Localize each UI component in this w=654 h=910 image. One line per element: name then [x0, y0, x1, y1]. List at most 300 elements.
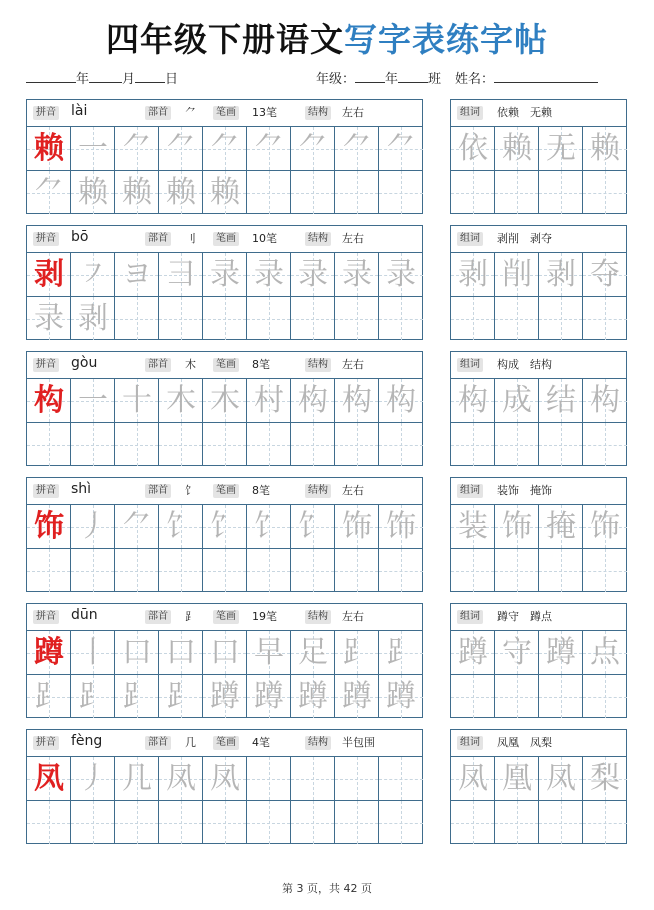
- strokes-value: 13笔: [252, 106, 277, 119]
- writing-cell[interactable]: [247, 252, 291, 296]
- word-writing-cell[interactable]: [583, 378, 627, 422]
- writing-cell[interactable]: [335, 756, 379, 800]
- strokes-tag: 笔画: [213, 610, 239, 624]
- writing-cell[interactable]: [159, 296, 203, 340]
- word-group-tag: 组词: [457, 736, 483, 750]
- writing-cell[interactable]: [115, 422, 159, 466]
- year-blank[interactable]: [26, 70, 76, 83]
- writing-cell[interactable]: [27, 800, 71, 844]
- word-writing-cell[interactable]: [451, 504, 495, 548]
- writing-cell[interactable]: [71, 674, 115, 718]
- tracing-character: 蹲: [254, 679, 284, 714]
- writing-cell[interactable]: [203, 296, 247, 340]
- writing-cell[interactable]: [291, 800, 335, 844]
- char-info-header: [27, 730, 422, 756]
- pinyin-value: gòu: [71, 355, 98, 371]
- writing-cell[interactable]: [203, 504, 247, 548]
- day-blank[interactable]: [135, 70, 165, 83]
- tracing-character: ⺈: [254, 131, 284, 166]
- radical-tag: 部首: [145, 358, 171, 372]
- strokes-tag: 笔画: [213, 232, 239, 246]
- radical-tag: 部首: [145, 484, 171, 498]
- word-writing-cell[interactable]: [495, 378, 539, 422]
- tracing-character: 蹲: [342, 679, 372, 714]
- word-writing-cell[interactable]: [583, 422, 627, 466]
- word-writing-cell[interactable]: [451, 756, 495, 800]
- name-blank[interactable]: [494, 70, 598, 83]
- word-writing-cell[interactable]: [495, 674, 539, 718]
- writing-cell[interactable]: [379, 422, 423, 466]
- word-tracing-character: 饰: [590, 509, 620, 544]
- tracing-character: ⻊: [342, 635, 372, 670]
- writing-cell[interactable]: [203, 170, 247, 214]
- word-tracing-character: 赖: [590, 131, 620, 166]
- writing-cell[interactable]: [27, 296, 71, 340]
- tracing-character: 丿: [78, 509, 108, 544]
- word-group-panel: [450, 729, 627, 844]
- writing-cell[interactable]: [27, 674, 71, 718]
- pinyin-tag: 拼音: [33, 232, 59, 246]
- writing-cell[interactable]: [115, 504, 159, 548]
- tracing-character: 赖: [166, 175, 196, 210]
- writing-cell[interactable]: [335, 504, 379, 548]
- tracing-character: ⺈: [34, 175, 64, 210]
- writing-cell[interactable]: [379, 296, 423, 340]
- structure-tag: 结构: [305, 106, 331, 120]
- word-writing-cell[interactable]: [583, 630, 627, 674]
- writing-cell[interactable]: [203, 126, 247, 170]
- pinyin-tag: 拼音: [33, 610, 59, 624]
- writing-cell[interactable]: [159, 422, 203, 466]
- writing-cell[interactable]: [291, 378, 335, 422]
- tracing-character: ⻊: [122, 679, 152, 714]
- radical-value: 饣: [185, 484, 196, 497]
- word-writing-cell[interactable]: [495, 126, 539, 170]
- pinyin-value: lài: [71, 103, 88, 119]
- writing-cell[interactable]: [335, 674, 379, 718]
- writing-cell[interactable]: [159, 126, 203, 170]
- tracing-character: 赖: [78, 175, 108, 210]
- writing-cell[interactable]: [71, 630, 115, 674]
- word-tracing-character: 蹲: [458, 635, 488, 670]
- word-writing-cell[interactable]: [495, 170, 539, 214]
- tracing-character: 蹲: [386, 679, 416, 714]
- writing-cell[interactable]: [115, 756, 159, 800]
- word-writing-cell[interactable]: [539, 126, 583, 170]
- writing-cell[interactable]: [71, 296, 115, 340]
- word-writing-cell[interactable]: [539, 504, 583, 548]
- word-writing-cell[interactable]: [539, 422, 583, 466]
- tracing-character: 木: [166, 383, 196, 418]
- tracing-character: ⺈: [298, 131, 328, 166]
- writing-cell[interactable]: [247, 756, 291, 800]
- writing-cell[interactable]: [379, 630, 423, 674]
- strokes-value: 19笔: [252, 610, 277, 623]
- word-group-panel: [450, 477, 627, 592]
- writing-cell[interactable]: [71, 756, 115, 800]
- word-writing-cell[interactable]: [583, 800, 627, 844]
- word-writing-cell[interactable]: [539, 252, 583, 296]
- tracing-character: ⺈: [386, 131, 416, 166]
- name-label: 姓名：: [455, 72, 495, 87]
- writing-cell[interactable]: [335, 422, 379, 466]
- tracing-character: 口: [122, 635, 152, 670]
- word-writing-cell[interactable]: [451, 170, 495, 214]
- title-part-black: 四年级下册语文: [106, 20, 344, 59]
- writing-cell[interactable]: [115, 378, 159, 422]
- writing-cell[interactable]: [335, 630, 379, 674]
- tracing-character: 赖: [210, 175, 240, 210]
- tracing-character: 录: [298, 257, 328, 292]
- writing-cell[interactable]: [247, 378, 291, 422]
- word-tracing-character: 结: [546, 383, 576, 418]
- writing-cell[interactable]: [71, 422, 115, 466]
- char-practice-panel: [26, 603, 423, 718]
- tracing-character: 饣: [254, 509, 284, 544]
- writing-cell[interactable]: [115, 548, 159, 592]
- writing-cell[interactable]: [335, 296, 379, 340]
- pinyin-value: bō: [71, 229, 89, 245]
- writing-cell[interactable]: [247, 800, 291, 844]
- writing-cell[interactable]: [291, 126, 335, 170]
- writing-cell[interactable]: [379, 548, 423, 592]
- writing-cell[interactable]: [115, 800, 159, 844]
- tracing-character: 录: [210, 257, 240, 292]
- word-tracing-character: 掩: [546, 509, 576, 544]
- writing-cell[interactable]: [203, 630, 247, 674]
- writing-cell[interactable]: [71, 126, 115, 170]
- writing-cell[interactable]: [115, 674, 159, 718]
- strokes-tag: 笔画: [213, 484, 239, 498]
- writing-cell[interactable]: [115, 170, 159, 214]
- writing-cell[interactable]: [159, 504, 203, 548]
- writing-cell[interactable]: [335, 548, 379, 592]
- tracing-character: 丨: [78, 635, 108, 670]
- structure-tag: 结构: [305, 484, 331, 498]
- writing-cell[interactable]: [27, 378, 71, 422]
- writing-cell[interactable]: [291, 756, 335, 800]
- word-writing-cell[interactable]: [451, 378, 495, 422]
- tracing-character: 一: [78, 383, 108, 418]
- writing-cell[interactable]: [27, 504, 71, 548]
- writing-cell[interactable]: [247, 170, 291, 214]
- radical-value: 刂: [185, 232, 196, 245]
- writing-cell[interactable]: [71, 378, 115, 422]
- writing-cell[interactable]: [247, 548, 291, 592]
- writing-cell[interactable]: [335, 800, 379, 844]
- word-group-value: 凤凰 凤梨: [497, 736, 552, 749]
- word-writing-cell[interactable]: [583, 126, 627, 170]
- word-tracing-character: 凤: [458, 761, 488, 796]
- grade-class-blank[interactable]: [398, 70, 428, 83]
- tracing-character: 录: [34, 301, 64, 336]
- writing-cell[interactable]: [71, 504, 115, 548]
- writing-cell[interactable]: [335, 252, 379, 296]
- word-writing-cell[interactable]: [583, 756, 627, 800]
- writing-cell[interactable]: [115, 630, 159, 674]
- strokes-tag: 笔画: [213, 736, 239, 750]
- tracing-character: 蹲: [298, 679, 328, 714]
- word-tracing-character: 构: [458, 383, 488, 418]
- word-tracing-character: 梨: [590, 761, 620, 796]
- grade-year-blank[interactable]: [355, 70, 385, 83]
- radical-value: 几: [185, 736, 196, 749]
- student-info-line: [316, 68, 598, 87]
- tracing-character: ⻊: [78, 679, 108, 714]
- writing-cell[interactable]: [71, 800, 115, 844]
- word-writing-cell[interactable]: [451, 296, 495, 340]
- writing-cell[interactable]: [247, 296, 291, 340]
- word-group-panel: [450, 99, 627, 214]
- writing-cell[interactable]: [203, 378, 247, 422]
- word-writing-cell[interactable]: [539, 378, 583, 422]
- word-writing-cell[interactable]: [539, 674, 583, 718]
- pinyin-tag: 拼音: [33, 736, 59, 750]
- writing-cell[interactable]: [379, 378, 423, 422]
- char-practice-panel: [26, 99, 423, 214]
- word-group-tag: 组词: [457, 358, 483, 372]
- writing-cell[interactable]: [247, 504, 291, 548]
- word-writing-cell[interactable]: [583, 296, 627, 340]
- word-group-value: 装饰 掩饰: [497, 484, 552, 497]
- tracing-character: ⺈: [166, 131, 196, 166]
- writing-cell[interactable]: [159, 252, 203, 296]
- writing-cell[interactable]: [27, 170, 71, 214]
- char-practice-panel: [26, 351, 423, 466]
- word-writing-cell[interactable]: [539, 800, 583, 844]
- writing-cell[interactable]: [203, 252, 247, 296]
- writing-cell[interactable]: [247, 126, 291, 170]
- pinyin-value: shì: [71, 481, 92, 497]
- writing-cell[interactable]: [247, 422, 291, 466]
- word-tracing-character: 装: [458, 509, 488, 544]
- word-writing-cell[interactable]: [451, 674, 495, 718]
- writing-cell[interactable]: [379, 800, 423, 844]
- char-info-header: [27, 352, 422, 378]
- writing-cell[interactable]: [27, 630, 71, 674]
- structure-value: 左右: [342, 484, 364, 497]
- word-tracing-character: 点: [590, 635, 620, 670]
- day-label: 日: [165, 72, 179, 87]
- radical-tag: 部首: [145, 610, 171, 624]
- tracing-character: ⺈: [122, 509, 152, 544]
- tracing-character: 口: [166, 635, 196, 670]
- strokes-value: 10笔: [252, 232, 277, 245]
- word-tracing-character: 构: [590, 383, 620, 418]
- target-character: 饰: [34, 509, 64, 544]
- tracing-character: ヨ: [122, 257, 152, 292]
- writing-cell[interactable]: [115, 126, 159, 170]
- writing-cell[interactable]: [379, 756, 423, 800]
- strokes-value: 8笔: [252, 358, 270, 371]
- writing-cell[interactable]: [115, 296, 159, 340]
- word-writing-cell[interactable]: [583, 548, 627, 592]
- word-tracing-character: 成: [502, 383, 532, 418]
- writing-cell[interactable]: [247, 674, 291, 718]
- tracing-character: 饣: [166, 509, 196, 544]
- tracing-character: 足: [298, 635, 328, 670]
- word-tracing-character: 依: [458, 131, 488, 166]
- word-writing-cell[interactable]: [539, 296, 583, 340]
- word-writing-cell[interactable]: [495, 252, 539, 296]
- tracing-character: 口: [210, 635, 240, 670]
- writing-cell[interactable]: [27, 126, 71, 170]
- radical-value: ⻊: [185, 610, 196, 623]
- tracing-character: ㇇: [78, 257, 108, 292]
- pinyin-tag: 拼音: [33, 358, 59, 372]
- word-writing-cell[interactable]: [451, 422, 495, 466]
- writing-cell[interactable]: [159, 756, 203, 800]
- writing-cell[interactable]: [379, 126, 423, 170]
- target-character: 剥: [34, 257, 64, 292]
- tracing-character: 彐: [166, 257, 196, 292]
- writing-cell[interactable]: [203, 800, 247, 844]
- word-writing-cell[interactable]: [539, 548, 583, 592]
- writing-cell[interactable]: [335, 378, 379, 422]
- writing-cell[interactable]: [291, 630, 335, 674]
- word-tracing-character: 饰: [502, 509, 532, 544]
- word-writing-cell[interactable]: [451, 800, 495, 844]
- pinyin-tag: 拼音: [33, 484, 59, 498]
- writing-cell[interactable]: [203, 674, 247, 718]
- tracing-character: 丿: [78, 761, 108, 796]
- writing-cell[interactable]: [203, 548, 247, 592]
- word-writing-cell[interactable]: [495, 800, 539, 844]
- radical-tag: 部首: [145, 736, 171, 750]
- word-group-header: [451, 226, 626, 252]
- tracing-character: 剥: [78, 301, 108, 336]
- word-writing-cell[interactable]: [495, 296, 539, 340]
- tracing-character: ⺈: [210, 131, 240, 166]
- writing-cell[interactable]: [115, 252, 159, 296]
- word-writing-cell[interactable]: [583, 674, 627, 718]
- writing-cell[interactable]: [335, 126, 379, 170]
- writing-cell[interactable]: [291, 422, 335, 466]
- word-group-value: 构成 结构: [497, 358, 552, 371]
- writing-cell[interactable]: [71, 252, 115, 296]
- writing-cell[interactable]: [379, 674, 423, 718]
- strokes-tag: 笔画: [213, 358, 239, 372]
- word-writing-cell[interactable]: [451, 630, 495, 674]
- year-label: 年: [76, 72, 90, 87]
- structure-value: 左右: [342, 610, 364, 623]
- word-writing-cell[interactable]: [451, 126, 495, 170]
- word-writing-cell[interactable]: [539, 170, 583, 214]
- writing-cell[interactable]: [291, 548, 335, 592]
- pinyin-tag: 拼音: [33, 106, 59, 120]
- structure-tag: 结构: [305, 358, 331, 372]
- char-info-header: [27, 226, 422, 252]
- word-tracing-character: 剥: [458, 257, 488, 292]
- pinyin-value: fèng: [71, 733, 103, 749]
- writing-cell[interactable]: [203, 422, 247, 466]
- word-writing-cell[interactable]: [583, 252, 627, 296]
- page-number: 第 3 页，共 42 页: [282, 882, 372, 895]
- writing-cell[interactable]: [291, 504, 335, 548]
- writing-cell[interactable]: [291, 296, 335, 340]
- tracing-character: 饰: [386, 509, 416, 544]
- writing-cell[interactable]: [379, 252, 423, 296]
- tracing-character: ⺈: [342, 131, 372, 166]
- month-label: 月: [122, 72, 136, 87]
- writing-cell[interactable]: [159, 170, 203, 214]
- structure-tag: 结构: [305, 232, 331, 246]
- structure-value: 左右: [342, 358, 364, 371]
- writing-cell[interactable]: [335, 170, 379, 214]
- writing-cell[interactable]: [291, 674, 335, 718]
- word-group-panel: [450, 351, 627, 466]
- writing-cell[interactable]: [27, 422, 71, 466]
- structure-value: 左右: [342, 106, 364, 119]
- month-blank[interactable]: [89, 70, 122, 83]
- word-writing-cell[interactable]: [583, 170, 627, 214]
- writing-cell[interactable]: [291, 170, 335, 214]
- word-group-header: [451, 730, 626, 756]
- tracing-character: 几: [122, 761, 152, 796]
- word-tracing-character: 蹲: [546, 635, 576, 670]
- writing-cell[interactable]: [159, 548, 203, 592]
- word-writing-cell[interactable]: [495, 548, 539, 592]
- grade-label: 年级：: [316, 72, 356, 87]
- word-writing-cell[interactable]: [583, 504, 627, 548]
- tracing-character: 饣: [210, 509, 240, 544]
- writing-cell[interactable]: [159, 630, 203, 674]
- word-writing-cell[interactable]: [451, 252, 495, 296]
- word-writing-cell[interactable]: [539, 630, 583, 674]
- word-writing-cell[interactable]: [495, 504, 539, 548]
- writing-cell[interactable]: [159, 674, 203, 718]
- word-writing-cell[interactable]: [495, 756, 539, 800]
- writing-cell[interactable]: [159, 800, 203, 844]
- radical-tag: 部首: [145, 232, 171, 246]
- tracing-character: 构: [342, 383, 372, 418]
- word-tracing-character: 凤: [546, 761, 576, 796]
- tracing-character: ⻊: [386, 635, 416, 670]
- writing-cell[interactable]: [71, 548, 115, 592]
- word-writing-cell[interactable]: [451, 548, 495, 592]
- writing-cell[interactable]: [379, 504, 423, 548]
- writing-cell[interactable]: [247, 630, 291, 674]
- char-practice-panel: [26, 729, 423, 844]
- word-tracing-character: 削: [502, 257, 532, 292]
- word-writing-cell[interactable]: [539, 756, 583, 800]
- writing-cell[interactable]: [27, 756, 71, 800]
- writing-cell[interactable]: [27, 548, 71, 592]
- word-writing-cell[interactable]: [495, 630, 539, 674]
- word-group-panel: [450, 603, 627, 718]
- word-writing-cell[interactable]: [495, 422, 539, 466]
- writing-cell[interactable]: [159, 378, 203, 422]
- word-group-value: 依赖 无赖: [497, 106, 552, 119]
- tracing-character: 赖: [122, 175, 152, 210]
- strokes-value: 8笔: [252, 484, 270, 497]
- writing-cell[interactable]: [71, 170, 115, 214]
- tracing-character: 蹲: [210, 679, 240, 714]
- writing-cell[interactable]: [27, 252, 71, 296]
- writing-cell[interactable]: [379, 170, 423, 214]
- writing-cell[interactable]: [203, 756, 247, 800]
- tracing-character: 录: [254, 257, 284, 292]
- writing-cell[interactable]: [291, 252, 335, 296]
- char-info-header: [27, 478, 422, 504]
- tracing-character: 凤: [166, 761, 196, 796]
- word-tracing-character: 剥: [546, 257, 576, 292]
- tracing-character: 村: [254, 383, 284, 418]
- word-group-tag: 组词: [457, 610, 483, 624]
- structure-tag: 结构: [305, 736, 331, 750]
- word-tracing-character: 守: [502, 635, 532, 670]
- tracing-character: ⻊: [166, 679, 196, 714]
